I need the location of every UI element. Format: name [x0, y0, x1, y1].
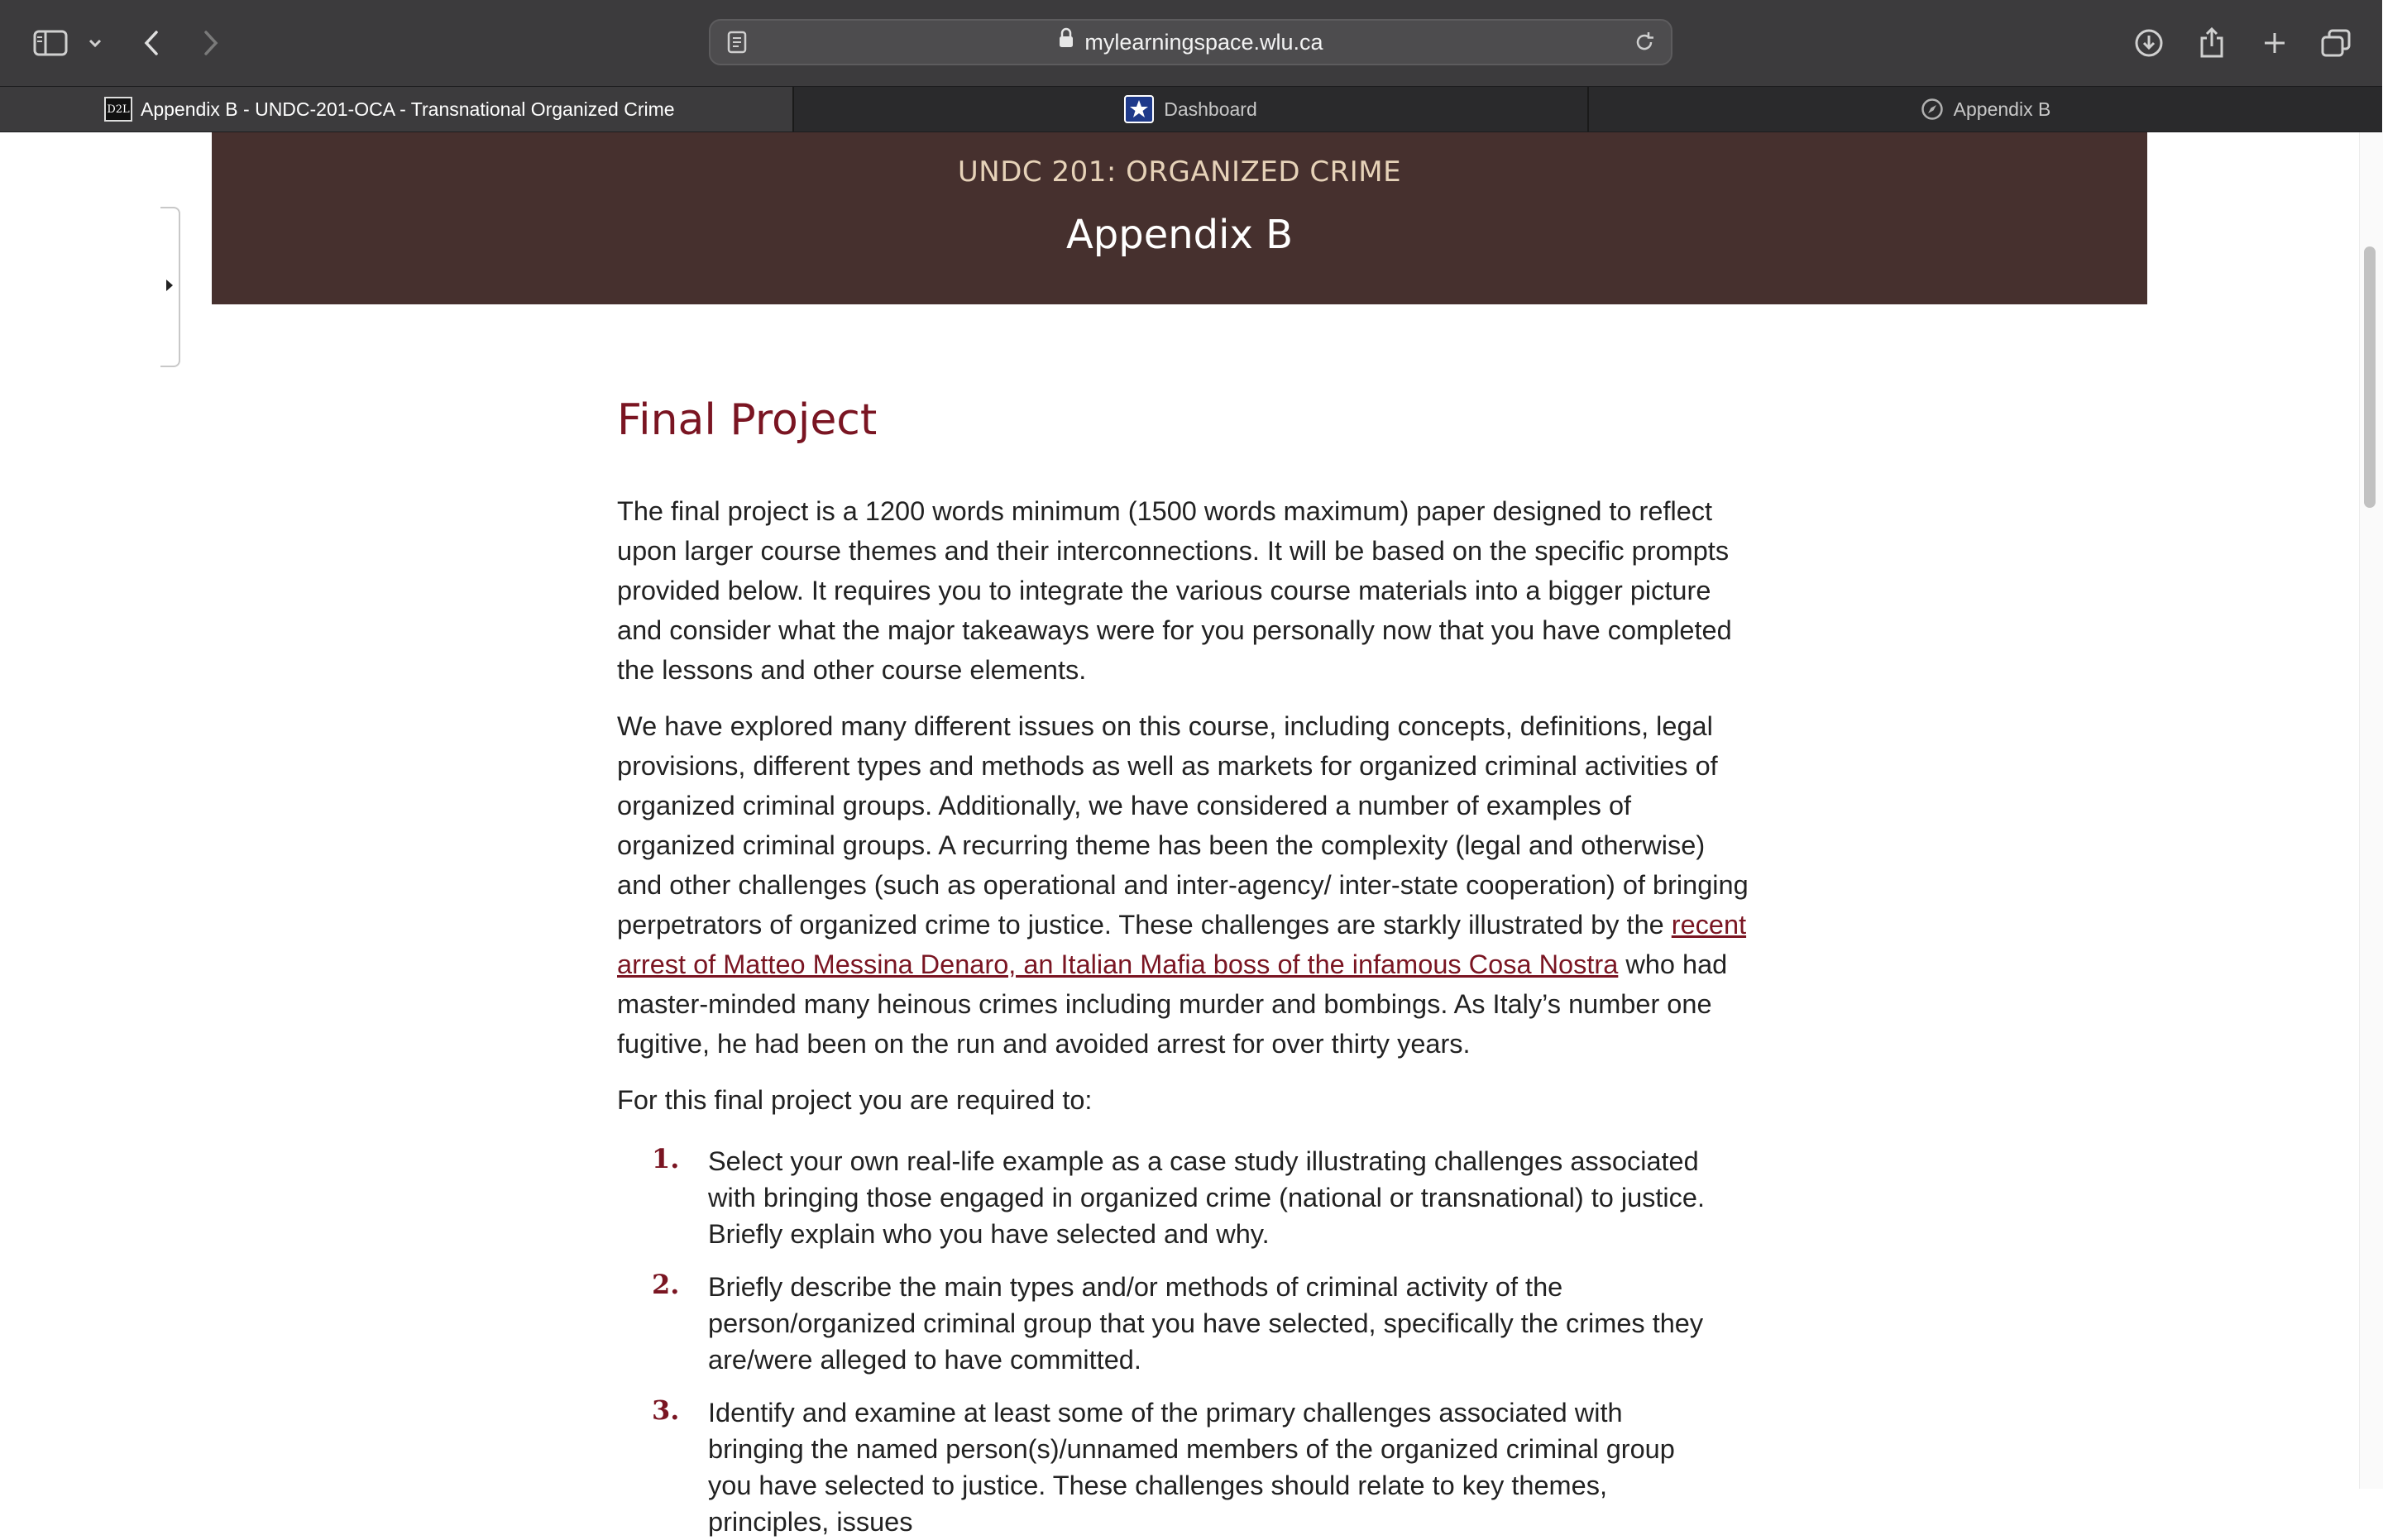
course-title: UNDC 201: ORGANIZED CRIME	[957, 155, 1402, 189]
intro-paragraph: The final project is a 1200 words minimum (1500 words maximum) paper designed to reflect upon larger course themes and their interconnections. It will be based on the specific prompts provided below. It requires you to integrate the various course materials into a bigger picture and consider what the major takeaways were for you personally now that you have completed the lessons and other course elements.	[617, 496, 1732, 685]
forward-icon[interactable]	[199, 25, 223, 61]
chevron-down-icon[interactable]	[86, 25, 104, 61]
new-tab-icon[interactable]	[2258, 25, 2291, 61]
address-bar[interactable]	[709, 19, 1672, 65]
paragraph-text: who had master-minded many heinous crimes including murder and bombings. As Italy’s number one fugitive, he had been on the run and avoided arrest for over thirty years.	[617, 949, 1728, 1059]
url-text[interactable]: mylearningspace.wlu.ca	[1084, 30, 1323, 55]
tab-overview-icon[interactable]	[2319, 25, 2352, 61]
scrollbar-thumb[interactable]	[2364, 246, 2376, 508]
list-item-text: Identify and examine at least some of the primary challenges associated with bringing the named person(s)/unnamed members of the organized criminal group you have selected to justice. These challenges should relate to key themes, principles, issues	[708, 1398, 1675, 1537]
list-number: 2.	[652, 1269, 680, 1300]
list-number: 1.	[652, 1143, 680, 1174]
tab-dashboard[interactable]	[792, 87, 1587, 132]
tab-label: Appendix B	[1953, 98, 2051, 120]
lock-icon	[1058, 20, 1074, 63]
tab-appendix-b-course[interactable]	[0, 87, 792, 132]
reload-icon[interactable]	[1633, 31, 1656, 58]
compass-icon	[1921, 98, 1944, 121]
d2l-favicon: D2L	[104, 97, 132, 122]
list-item-text: Briefly describe the main types and/or methods of criminal activity of the person/organized criminal group that you have selected, specifically the crimes they are/were alleged to have committed.	[708, 1272, 1704, 1375]
tab-label: Dashboard	[1164, 98, 1257, 120]
section-heading: Final Project	[617, 395, 878, 445]
requirements-intro: For this final project you are required to:	[617, 1085, 1093, 1115]
tab-appendix-b[interactable]	[1587, 87, 2382, 132]
paragraph-text: We have explored many different issues on this course, including concepts, definitions, legal provisions, different types and methods as well as markets for organized criminal activities of organized criminal groups. Additionally, we have considered a number of examples of organized criminal groups. A recurring theme has been the complexity (legal and otherwise) and other challenges (such as operational and inter-agency/ inter-state cooperation) of bringing perpetrators of organized crime to justice. These challenges are starkly illustrated by the	[617, 711, 1749, 940]
caret-right-icon	[165, 277, 175, 298]
back-icon[interactable]	[139, 25, 164, 61]
course-banner	[212, 132, 2147, 304]
news-article-link[interactable]: recent arrest of Matteo Messina Denaro, an Italian Mafia boss of the infamous Cosa Nostra	[617, 910, 1747, 979]
share-icon[interactable]	[2195, 25, 2228, 61]
star-shield-icon	[1124, 95, 1154, 123]
tab-label: Appendix B - UNDC-201-OCA - Transnational Organized Crime	[141, 98, 675, 120]
downloads-icon[interactable]	[2132, 25, 2165, 61]
page-title: Appendix B	[1065, 212, 1294, 258]
tab-bar	[0, 86, 2382, 132]
web-page	[0, 132, 2382, 1537]
context-paragraph	[617, 706, 1750, 1064]
sidebar-expand-handle[interactable]	[160, 207, 180, 367]
sidebar-toggle-icon[interactable]	[31, 25, 69, 61]
browser-toolbar	[0, 0, 2382, 86]
list-item-text: Select your own real-life example as a case study illustrating challenges associated with bringing those engaged in organized crime (national or transnational) to justice. Briefly explain who you have selected and why.	[708, 1146, 1706, 1249]
list-number: 3.	[652, 1394, 680, 1426]
